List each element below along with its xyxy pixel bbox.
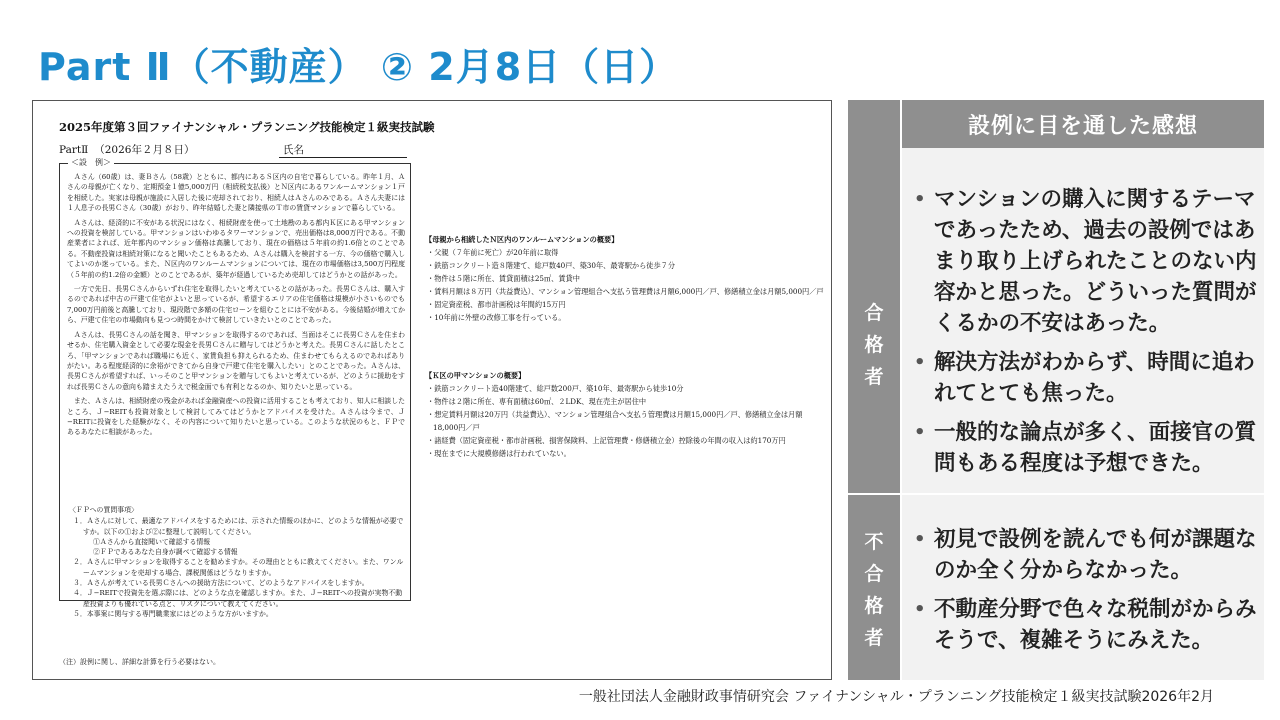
exam-title: 2025年度第３回ファイナンシャル・プランニング技能検定１級実技試験 (59, 120, 435, 134)
property-b-line: ・鉄筋コンクリート造40階建て、総戸数200戸、築10年、最寄駅から徒歩10分 (427, 384, 684, 393)
exam-date: （2026年２月８日） (94, 144, 195, 156)
property-a-line: ・物件は５階に所在、賃貸面積は25㎡、賃貸中 (427, 274, 580, 283)
fail-label (848, 520, 900, 660)
pass-impression-item: • 解決方法がわからず、時間に追われてとても焦った。 (912, 347, 1258, 409)
pass-impressions (912, 184, 1258, 487)
question-item: ３．Ａさんが考えている長男Ｃさんへの援助方法について、どのようなアドバイスをしますか。 (73, 579, 369, 588)
property-b-line: ・物件は２階に所在、専有面積は60㎡、２LDK、現在売主が居住中 (427, 397, 647, 406)
property-b-line: ・想定賃料月額は20万円（共益費込）、マンション管理組合へ支払う管理費は月額15,000円／戸、修繕積立金は月額18,000円／戸 (427, 410, 803, 432)
property-b-line: ・諸経費（固定資産税・都市計画税、損害保険料、上記管理費・修繕積立金）控除後の年間の収入は約170万円 (427, 436, 786, 445)
case-paragraph: Ａさん（60歳）は、妻Ｂさん（58歳）とともに、都内にあるＳ区内の自宅で暮らしている。昨年１月、Ａさんの母親が亡くなり、定期預金１億5,000万円（相続税支払後）とＮ区内にあるワンルームマンション１戸を相続した。実家は母親が施設に入居した後に売却されており、相続人はＡさんのみである。Ａさん夫妻には１人息子の長男Ｃさん（30歳）がおり、昨年結婚した妻と隣接県のＴ市の賃貸マンションで暮らしている。 (67, 173, 405, 213)
case-paragraph: 一方で先日、長男Ｃさんからいずれ住宅を取得したいと考えているとの話があった。長男Ｃさんは、購入するのであれば中古の戸建て住宅がよいと思っているが、希望するエリアの住宅価格は規模が小さいものでも7,000万円前後と高騰しており、現段階で多額の住宅ローンを組むことには不安がある。今後結婚が増えてから、戸建て住宅の市場動向も見つつ時間をかけて検討していきたいとのことであった。 (67, 285, 405, 325)
case-body (67, 172, 405, 442)
pass-impression-item: • マンションの購入に関するテーマであったため、過去の設例ではあまり取り上げられたことのない内容かと思った。どういった質問がくるかの不安はあった。 (912, 184, 1258, 339)
question-sub-item: ①Ａさんから直接聞いて確認する情報 (93, 537, 211, 546)
name-label: 氏名 (283, 144, 304, 156)
fail-label-char: 格 (864, 595, 884, 617)
fail-label-char: 者 (864, 627, 884, 649)
case-label: ＜設 例＞ (68, 157, 114, 168)
question-item: ２．Ａさんに甲マンションを取得することを勧めますか。その理由とともに教えてください。また、ワンルームマンションを売却する場合、課税関係はどうなりますか。 (73, 558, 404, 577)
exam-note: （注）設例に関し、詳細な計算を行う必要はない。 (59, 658, 220, 666)
case-paragraph: Ａさんは、経済的に不安がある状況にはなく、相続財産を使って土地勘のある都内Ｋ区にある甲マンションへの投資を検討している。甲マンションはいわゆるタワーマンションで、売出価格は8,000万円である。不動産業者によれば、近年都内のマンション価格は高騰しており、現在の価格は５年前の約1.6倍とのことである。不動産投資は相続対策になると聞いたこともあるため、Ａさんは購入を検討する一方、今の価格で購入してよいのか迷っている。また、Ｎ区内のワンルームマンションについては、現在の市場価格は3,500万円程度（５年前の約1.2倍の金額）とのことであるが、築年が経過しているため売却してはどうかとの話があった。 (67, 218, 405, 279)
property-b-summary (425, 369, 825, 460)
fail-impression-item: • 初見で設例を読んでも何が課題なのか全く分からなかった。 (912, 524, 1258, 586)
question-item: ４．Ｊ−REITで投資先を選ぶ際には、どのような点を確認しますか。また、Ｊ−REITへの投資が実物不動産投資よりも優れている点と、リスクについて教えてください。 (73, 589, 403, 608)
pass-impression-item: • 一般的な論点が多く、面接官の質問もある程度は予想できた。 (912, 417, 1258, 479)
case-paragraph: また、Ａさんは、相続財産の残金があれば金融資産への投資に活用することも考えており、知人に相談したところ、Ｊ−REITも投資対象として検討してみてはどうかとアドバイスを受けた。Ａさんは今まで、Ｊ−REITに投資をした経験がなく、その内容について知りたいと思っている。このような状況のもと、ＦＰであるあなたに相談があった。 (67, 397, 405, 437)
property-a-line: ・賃料月額は８万円（共益費込）、マンション管理組合へ支払う管理費は月額6,000円／戸、修繕積立金は月額5,000円／戸 (427, 287, 824, 296)
question-sub-item: ②ＦＰであるあなた自身が調べて確認する情報 (93, 548, 238, 557)
name-underline (279, 157, 407, 158)
exam-part (59, 142, 194, 157)
impressions-header: 設例に目を通した感想 (902, 100, 1264, 148)
slide-title: Part Ⅱ（不動産） ② 2月8日（日） (38, 45, 679, 89)
pass-label-char: 格 (864, 334, 884, 356)
property-a-line: ・父親（７年前に死亡）が20年前に取得 (427, 248, 559, 257)
property-a-line: ・固定資産税、都市計画税は年間約15万円 (427, 300, 566, 309)
question-item: ５．本事案に関与する専門職業家にはどのような方がいますか。 (73, 609, 273, 618)
fail-impressions (912, 524, 1258, 664)
fail-label-char: 合 (864, 563, 884, 585)
fp-questions (69, 505, 409, 619)
pass-label (848, 250, 900, 440)
row-divider (848, 493, 1264, 495)
fail-label-char: 不 (864, 531, 884, 553)
question-item: １．Ａさんに対して、最適なアドバイスをするためには、示された情報のほかに、どのような情報が必要ですか。以下の①および②に整理して説明してください。 (73, 517, 404, 536)
property-a-summary (425, 233, 825, 324)
exam-document (32, 100, 832, 680)
fp-questions-heading: 〈ＦＰへの質問事項〉 (69, 506, 138, 514)
property-a-heading: 【母親から相続したＮ区内のワンルームマンションの概要】 (425, 235, 619, 244)
fail-impression-item: • 不動産分野で色々な税制がからみそうで、複雑そうにみえた。 (912, 594, 1258, 656)
property-b-heading: 【Ｋ区の甲マンションの概要】 (425, 371, 526, 380)
source-citation: 一般社団法人金融財政事情研究会 ファイナンシャル・プランニング技能検定１級実技試験2026年2月 (578, 689, 1214, 705)
column-divider (900, 100, 902, 680)
case-paragraph: Ａさんは、長男Ｃさんの話を聞き、甲マンションを取得するのであれば、当面はそこに長男Ｃさんを住まわせるか、住宅購入資金として必要な現金を長男Ｃさんに贈与してはどうかと考えた。長男Ｃさんに話したところ、「甲マンションであれば職場にも近く、家賃負担も抑えられるため、住まわせてもらえるのであればありがたい。ある程度経済的に余裕ができてから自身で戸建て住宅を購入したい」とのことであった。Ａさんは、長男Ｃさんが希望すれば、いっそのこと甲マンションを贈与してもよいと考えているが、どのように援助をすれば長男Ｃさんの意向も踏まえたうえで税金面でも有利となるのか、知りたいと思っている。 (67, 330, 405, 391)
exam-part-label: PartⅡ (59, 144, 89, 156)
impressions-table (848, 100, 1264, 680)
property-b-line: ・現在までに大規模修繕は行われていない。 (427, 449, 571, 458)
pass-label-char: 合 (864, 302, 884, 324)
property-a-line: ・鉄筋コンクリート造８階建て、総戸数40戸、築30年、最寄駅から徒歩７分 (427, 261, 676, 270)
pass-label-char: 者 (864, 366, 884, 388)
property-a-line: ・10年前に外壁の改修工事を行っている。 (427, 313, 566, 322)
